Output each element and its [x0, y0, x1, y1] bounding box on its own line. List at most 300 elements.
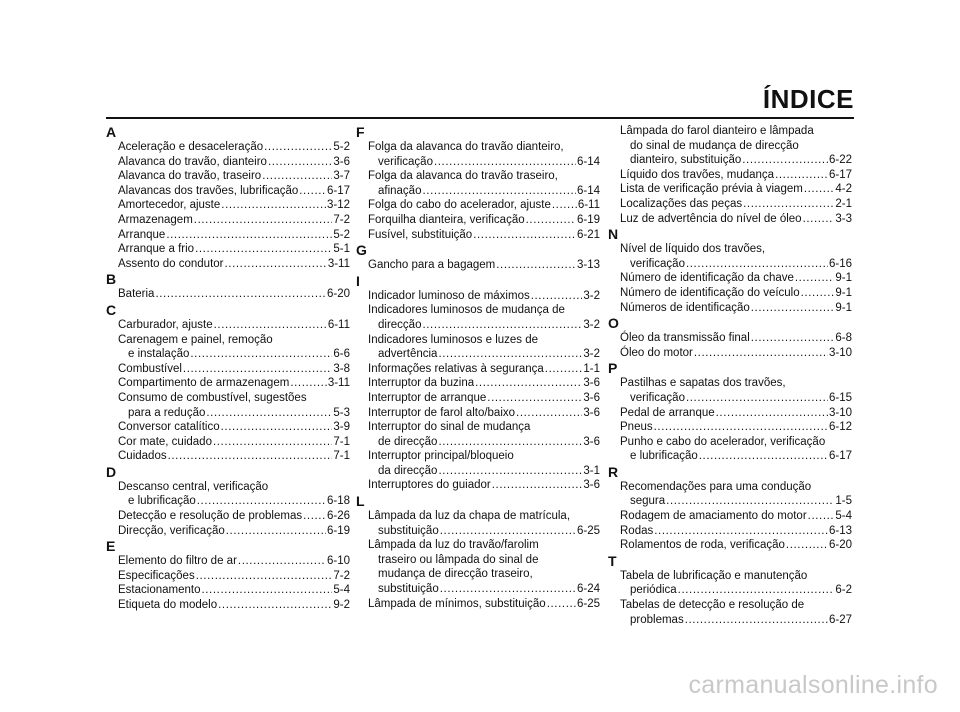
index-entry-text: Alavancas dos travões, lubrificação	[118, 184, 299, 197]
index-entry	[356, 509, 600, 538]
dot-leader	[742, 153, 828, 168]
index-entry-line	[118, 184, 350, 199]
index-entry-line	[368, 582, 600, 597]
dot-leader	[666, 494, 834, 509]
index-entry	[356, 406, 600, 421]
index-column-3	[608, 124, 852, 627]
index-page-ref: 6-25	[576, 524, 600, 537]
index-page-ref: 6-15	[828, 391, 852, 404]
index-entry-text: Indicadores luminosos de mudança de	[368, 304, 565, 317]
index-entry	[608, 435, 852, 464]
dot-leader	[183, 362, 332, 377]
index-letter-heading: I	[356, 272, 360, 289]
index-entry	[356, 478, 600, 493]
index-entry-line	[118, 155, 350, 170]
index-page-ref: 6-10	[326, 555, 350, 568]
index-page-ref: 3-10	[828, 346, 852, 359]
index-page-ref: 6-17	[326, 184, 350, 197]
index-entry-line	[368, 198, 600, 213]
index-entry-line	[620, 509, 852, 524]
index-page-ref: 6-24	[576, 583, 600, 596]
index-page-ref: 7-2	[333, 569, 350, 582]
index-entry-text: Alavanca do travão, traseiro	[118, 170, 262, 183]
index-letter-heading: E	[106, 538, 116, 555]
watermark: carmanualsonline.info	[688, 671, 938, 699]
index-page-ref: 7-1	[333, 435, 350, 448]
dot-leader	[422, 184, 575, 199]
index-entry-text: Indicadores luminosos e luzes de	[368, 333, 539, 346]
index-entry-line	[368, 333, 600, 348]
dot-leader	[264, 140, 332, 155]
index-entry-text: substituição	[378, 583, 439, 596]
index-page-ref: 6-2	[835, 584, 852, 597]
index-page-ref: 6-25	[576, 597, 600, 610]
dot-leader	[262, 169, 332, 184]
index-entry	[608, 524, 852, 539]
index-entry-line	[620, 139, 852, 154]
index-entry	[608, 376, 852, 405]
index-entry	[106, 242, 350, 257]
index-entry-text: Lâmpada da luz do travão/farolim	[368, 539, 539, 552]
index-entry-line	[620, 449, 852, 464]
index-entry-line	[620, 331, 852, 346]
index-entry-text: Conversor catalítico	[118, 421, 220, 434]
index-entry-line	[620, 301, 852, 316]
index-page-ref: 3-13	[576, 259, 600, 272]
index-entry	[106, 362, 350, 377]
index-entry	[356, 169, 600, 198]
dot-leader	[552, 198, 577, 213]
dot-leader	[206, 406, 332, 421]
index-page-ref: 3-2	[583, 348, 600, 361]
index-entry	[608, 331, 852, 346]
index-entry-text: Interruptor do sinal de mudança	[368, 421, 531, 434]
index-entry	[106, 376, 350, 391]
index-entry-text: Tabela de lubrificação e manutenção	[620, 569, 808, 582]
index-entry	[356, 420, 600, 449]
index-page-ref: 6-6	[333, 348, 350, 361]
dot-leader	[168, 449, 333, 464]
index-entry-line	[118, 287, 350, 302]
index-page-ref: 3-9	[333, 421, 350, 434]
index-entry	[356, 333, 600, 362]
index-entry-line	[118, 406, 350, 421]
index-entry	[106, 524, 350, 539]
index-entry-line	[368, 213, 600, 228]
index-entry-line	[620, 168, 852, 183]
index-entry-text: Aceleração e desaceleração	[118, 141, 264, 153]
index-entry-text: Descanso central, verificação	[118, 480, 269, 493]
index-entry-line	[118, 362, 350, 377]
index-entry	[106, 140, 350, 155]
dot-leader	[808, 509, 835, 524]
index-entry-text: Pedal de arranque	[620, 406, 715, 419]
index-entry-line	[368, 391, 600, 406]
index-entry	[106, 257, 350, 272]
index-entry	[106, 554, 350, 569]
index-entry-line	[368, 318, 600, 333]
index-page-ref: 6-8	[835, 332, 852, 345]
index-entry-text: Etiqueta do modelo	[118, 599, 218, 612]
index-entry-text: Óleo do motor	[620, 346, 693, 359]
index-page-ref: 9-1	[835, 286, 852, 299]
index-page-ref: 6-14	[576, 155, 600, 168]
dot-leader	[803, 212, 835, 227]
index-entry-line	[368, 478, 600, 493]
index-entry-text: substituição	[378, 524, 439, 537]
index-entry-line	[368, 567, 600, 582]
index-entry	[608, 182, 852, 197]
index-page-ref: 6-11	[327, 318, 350, 331]
index-entry-text: Carenagem e painel, remoção	[118, 333, 273, 346]
index-entry-text: mudança de direcção traseiro,	[378, 568, 533, 581]
index-entry-text: e lubrificação	[630, 450, 698, 463]
index-entry-line	[368, 258, 600, 273]
index-entry-text: Punho e cabo do acelerador, verificação	[620, 435, 826, 448]
index-entry-line	[118, 569, 350, 584]
index-entry	[608, 286, 852, 301]
index-entry-line	[118, 140, 350, 155]
index-entry	[608, 569, 852, 598]
index-entry-line	[620, 538, 852, 553]
index-entry-text: Lâmpada do farol dianteiro e lâmpada	[620, 125, 814, 137]
index-page-ref: 5-2	[333, 228, 350, 241]
dot-leader	[197, 494, 326, 509]
index-page-ref: 9-1	[835, 301, 852, 314]
dot-leader	[786, 538, 828, 553]
index-entry	[106, 333, 350, 362]
index-entry-text: Cuidados	[118, 450, 167, 463]
dot-leader	[195, 242, 332, 257]
index-letter-heading: D	[106, 463, 117, 480]
dot-leader	[221, 420, 333, 435]
index-entry-line	[620, 271, 852, 286]
index-entry-line	[118, 420, 350, 435]
index-letter-heading: G	[356, 242, 367, 259]
index-page-ref: 5-1	[333, 243, 350, 256]
index-entry	[356, 597, 600, 612]
dot-leader	[434, 155, 576, 170]
index-entry-text: Interruptor de farol alto/baixo	[368, 406, 516, 419]
index-entry	[106, 391, 350, 420]
index-entry-line	[368, 155, 600, 170]
index-entry-text: Elemento do filtro de ar	[118, 555, 237, 568]
index-page-ref: 3-6	[583, 391, 600, 404]
index-entry-text: Forquilha dianteira, verificação	[368, 213, 525, 226]
index-entry-text: Número de identificação do veículo	[620, 286, 800, 299]
dot-leader	[699, 449, 828, 464]
dot-leader	[475, 376, 582, 391]
index-letter-heading: O	[608, 315, 619, 332]
index-letter-heading: L	[356, 493, 365, 510]
index-entry-text: direcção	[378, 318, 422, 331]
index-page-ref: 9-2	[333, 599, 350, 612]
index-entry-text: advertência	[378, 348, 438, 361]
index-entry	[106, 228, 350, 243]
index-page-ref: 6-22	[828, 154, 852, 167]
dot-leader	[440, 524, 576, 539]
index-entry-text: Folga do cabo do acelerador, ajuste	[368, 199, 551, 212]
index-page-ref: 1-1	[583, 362, 600, 375]
index-page-ref: 3-12	[326, 199, 350, 212]
dot-leader	[654, 420, 828, 435]
index-entry-line	[620, 569, 852, 584]
index-entry-line	[368, 538, 600, 553]
index-entry	[106, 583, 350, 598]
index-entry	[356, 289, 600, 304]
index-entry	[106, 598, 350, 613]
index-entry-text: Rolamentos de roda, verificação	[620, 539, 785, 552]
index-page-ref: 6-17	[828, 450, 852, 463]
dot-leader	[716, 406, 828, 421]
index-entry-text: Número de identificação da chave	[620, 272, 794, 285]
dot-leader	[438, 435, 582, 450]
dot-leader	[190, 347, 332, 362]
index-entry-line	[368, 140, 600, 155]
index-page-ref: 3-6	[583, 377, 600, 390]
index-entry-text: Luz de advertência do nível de óleo	[620, 212, 802, 225]
index-entry-line	[620, 524, 852, 539]
index-entry	[106, 184, 350, 199]
index-entry-text: Bateria	[118, 288, 155, 301]
dot-leader	[545, 362, 583, 377]
dot-leader	[438, 347, 582, 362]
index-entry-line	[118, 213, 350, 228]
index-entry-text: problemas	[630, 613, 684, 626]
index-entry-text: Folga da alavanca do travão dianteiro,	[368, 141, 564, 153]
index-page-ref: 5-2	[333, 141, 350, 153]
index-entry	[608, 480, 852, 509]
index-page-ref: 1-5	[835, 495, 852, 508]
index-entry-text: Folga da alavanca do travão traseiro,	[368, 170, 558, 183]
index-entry-text: Estacionamento	[118, 584, 201, 597]
index-entry-line	[368, 553, 600, 568]
index-column-2	[356, 124, 600, 611]
index-entry-text: Compartimento de armazenagem	[118, 377, 290, 390]
index-page-ref: 3-11	[327, 257, 350, 270]
index-entry-text: Detecção e resolução de problemas	[118, 510, 303, 523]
index-entry-text: do sinal de mudança de direcção	[630, 139, 799, 152]
index-entry-line	[368, 406, 600, 421]
index-entry-text: verificação	[630, 391, 685, 404]
index-entry-text: e lubrificação	[128, 495, 196, 508]
index-entry-text: segura	[630, 495, 666, 508]
dot-leader	[473, 228, 576, 243]
index-letter-heading: N	[608, 226, 619, 243]
index-entry-text: Alavanca do travão, dianteiro	[118, 155, 267, 168]
index-entry-line	[118, 449, 350, 464]
index-entry-text: Consumo de combustível, sugestões	[118, 391, 307, 404]
index-entry-text: Cor mate, cuidado	[118, 435, 212, 448]
dot-leader	[686, 391, 828, 406]
index-entry-line	[368, 289, 600, 304]
index-entry-text: Lâmpada de mínimos, substituição	[368, 597, 546, 610]
index-entry	[356, 376, 600, 391]
index-entry	[106, 169, 350, 184]
index-entry-text: Amortecedor, ajuste	[118, 199, 221, 212]
index-page-ref: 6-19	[576, 213, 600, 226]
dot-leader	[221, 198, 326, 213]
dot-leader	[196, 569, 333, 584]
index-entry	[608, 509, 852, 524]
index-letter-heading: C	[106, 301, 117, 318]
index-entry-line	[118, 435, 350, 450]
dot-leader	[225, 257, 327, 272]
index-entry-text: Rodagem de amaciamento do motor	[620, 510, 807, 523]
index-entry	[608, 212, 852, 227]
dot-leader	[801, 286, 835, 301]
dot-leader	[492, 478, 583, 493]
index-entry	[356, 362, 600, 377]
index-entry-line	[620, 598, 852, 613]
index-entry-text: Arranque	[118, 228, 166, 241]
index-entry-text: Nível de líquido dos travões,	[620, 243, 766, 256]
index-entry	[106, 449, 350, 464]
index-entry	[608, 271, 852, 286]
index-letter-heading: T	[608, 552, 617, 569]
index-entry-text: Indicador luminoso de máximos	[368, 289, 530, 302]
index-entry-line	[368, 509, 600, 524]
index-entry-line	[118, 257, 350, 272]
dot-leader	[751, 331, 835, 346]
index-entry-line	[620, 435, 852, 450]
index-page-ref: 6-20	[828, 539, 852, 552]
index-entry	[106, 198, 350, 213]
dot-leader	[440, 582, 576, 597]
dot-leader	[201, 583, 332, 598]
index-entry	[106, 420, 350, 435]
index-entry	[356, 198, 600, 213]
index-entry-line	[368, 435, 600, 450]
index-entry-line	[118, 524, 350, 539]
index-entry-line	[118, 494, 350, 509]
index-entry-line	[620, 406, 852, 421]
index-entry	[106, 509, 350, 524]
index-entry	[106, 435, 350, 450]
dot-leader	[487, 391, 582, 406]
index-entry	[106, 287, 350, 302]
index-entry-text: dianteiro, substituição	[630, 154, 742, 167]
dot-leader	[422, 318, 582, 333]
index-entry-line	[368, 303, 600, 318]
index-page-ref: 3-7	[333, 170, 350, 183]
index-entry-text: Especificações	[118, 569, 195, 582]
index-entry-text: para a redução	[128, 406, 206, 419]
index-entry	[608, 124, 852, 168]
dot-leader	[795, 271, 834, 286]
index-entry-line	[620, 376, 852, 391]
index-entry-line	[118, 583, 350, 598]
index-entry-line	[118, 333, 350, 348]
index-entry-line	[620, 257, 852, 272]
index-entry-text: Interruptores do guiador	[368, 479, 491, 492]
index-entry-text: Direcção, verificação	[118, 524, 225, 537]
dot-leader	[438, 464, 582, 479]
dot-leader	[526, 213, 576, 228]
index-page-ref: 3-6	[583, 406, 600, 419]
index-page-ref: 7-1	[333, 450, 350, 463]
page-title: ÍNDICE	[762, 84, 854, 114]
index-entry-text: Interruptor da buzina	[368, 377, 475, 390]
index-entry-text: Lâmpada da luz da chapa de matrícula,	[368, 510, 571, 523]
index-entry-line	[620, 286, 852, 301]
index-entry-line	[368, 464, 600, 479]
index-letter-heading: B	[106, 271, 117, 288]
index-page-ref: 3-3	[835, 212, 852, 225]
index-page-ref: 2-1	[835, 197, 852, 210]
dot-leader	[194, 213, 333, 228]
index-entry-line	[620, 346, 852, 361]
index-entry-text: Localizações das peças	[620, 197, 743, 210]
index-entry-text: Recomendações para uma condução	[620, 480, 812, 493]
index-entry-line	[368, 449, 600, 464]
index-entry	[608, 242, 852, 271]
index-entry-line	[620, 182, 852, 197]
index-page-ref: 6-12	[828, 421, 852, 434]
index-entry-line	[620, 420, 852, 435]
dot-leader	[547, 597, 576, 612]
index-entry	[356, 140, 600, 169]
index-page-ref: 6-20	[326, 288, 350, 301]
index-page-ref: 3-6	[583, 479, 600, 492]
index-page-ref: 6-18	[326, 495, 350, 508]
index-entry-line	[620, 124, 852, 139]
index-page-ref: 3-6	[333, 155, 350, 168]
dot-leader	[226, 524, 326, 539]
index-column-1	[106, 124, 350, 613]
index-page-ref: 3-8	[333, 362, 350, 375]
index-letter-heading: R	[608, 463, 619, 480]
index-page-ref: 3-10	[828, 406, 852, 419]
index-entry	[608, 301, 852, 316]
index-entry-text: Pneus	[620, 421, 653, 434]
index-entry-line	[368, 228, 600, 243]
index-entry-text: Interruptor de arranque	[368, 391, 487, 404]
index-entry	[608, 197, 852, 212]
index-entry	[356, 538, 600, 596]
index-page-ref: 7-2	[333, 213, 350, 226]
index-entry-text: Líquido dos travões, mudança	[620, 168, 775, 181]
index-entry-line	[118, 169, 350, 184]
index-entry-text: Assento do condutor	[118, 257, 224, 270]
index-page-ref: 5-4	[333, 584, 350, 597]
index-entry	[106, 318, 350, 333]
index-entry-line	[118, 228, 350, 243]
index-entry	[356, 449, 600, 478]
index-entry-text: Pastilhas e sapatas dos travões,	[620, 377, 786, 390]
index-entry-line	[368, 347, 600, 362]
index-entry-line	[368, 420, 600, 435]
dot-leader	[775, 168, 828, 183]
index-entry-text: Armazenagem	[118, 213, 193, 226]
index-entry-line	[620, 212, 852, 227]
index-entry-line	[118, 509, 350, 524]
index-entry-line	[620, 480, 852, 495]
dot-leader	[496, 258, 576, 273]
index-entry-line	[620, 613, 852, 628]
index-entry	[356, 258, 600, 273]
index-entry	[608, 420, 852, 435]
index-entry-text: Informações relativas à segurança	[368, 362, 544, 375]
index-entry-line	[118, 318, 350, 333]
index-entry-text: e instalação	[128, 348, 190, 361]
index-entry-text: de direcção	[378, 435, 438, 448]
index-entry-line	[368, 597, 600, 612]
index-entry-line	[620, 242, 852, 257]
dot-leader	[290, 376, 327, 391]
index-entry-text: afinação	[378, 184, 422, 197]
index-entry-line	[118, 391, 350, 406]
